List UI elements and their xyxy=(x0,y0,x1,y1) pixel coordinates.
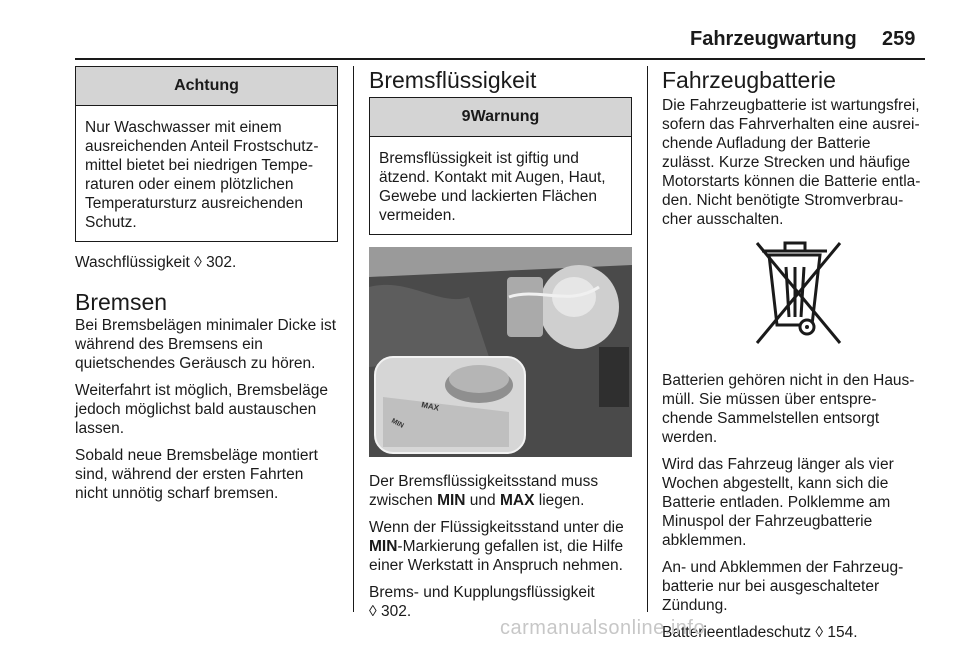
photo-min-label: MIN xyxy=(390,417,405,430)
washer-fluid-ref: Waschflüssigkeit ◊ 302. xyxy=(75,254,237,271)
paragraph: Batterien gehören nicht in den Haus-müll. Sie müssen über entspre-chende Sammelstellen entsorgt werden. xyxy=(662,372,915,446)
caution-title: Achtung xyxy=(76,67,337,106)
paragraph: Sobald neue Bremsbeläge montiert sind, während der ersten Fahrten nicht unnötig scharf bremsen. xyxy=(75,447,318,502)
reservoir-illustration xyxy=(369,247,632,457)
ref-arrow-icon: ◊ xyxy=(194,254,202,271)
crossed-bin-icon xyxy=(662,237,927,361)
warning-title: Warnung xyxy=(470,108,540,125)
page-number: 259 xyxy=(882,28,916,50)
paragraph: Wird das Fahrzeug länger als vier Wochen abgestellt, kann sich die Batterie entladen. Polklemme am Minuspol der Fahrzeugbatterie abklemmen. xyxy=(662,456,894,549)
brake-fluid-heading: Bremsflüssigkeit xyxy=(369,67,537,93)
ref-link[interactable]: 302. xyxy=(380,603,412,620)
paragraph: An- und Abklemmen der Fahrzeug-batterie nur bei ausgeschalteter Zündung. xyxy=(662,559,904,614)
min-mark: MIN xyxy=(369,538,398,555)
caution-box xyxy=(75,66,338,242)
warning-box xyxy=(369,97,632,235)
ref-arrow-icon: ◊ xyxy=(369,603,377,620)
caution-text: Nur Waschwasser mit einem ausreichenden Anteil Frostschutz-mittel bietet bei niedrigen Tempe-raturen oder einem plötzlichen Temperatursturz ausreichenden Schutz. xyxy=(85,119,319,231)
column-left xyxy=(75,66,338,511)
header-title: Fahrzeugwartung xyxy=(690,28,857,50)
column-divider-1 xyxy=(353,66,354,612)
battery-intro: Die Fahrzeugbatterie ist wartungsfrei, sofern das Fahrverhalten eine ausrei-chende Aufladung der Batterie zulässt. Kurze Strecken und häufige Motorstarts können die Batterie entla-den. Nicht benötigte Stromverbrau-cher ausschalten. xyxy=(662,97,921,228)
discharge-protection-ref: Batterieentladeschutz ◊ 154. xyxy=(662,624,858,641)
max-mark: MAX xyxy=(499,492,535,509)
brakes-heading: Bremsen xyxy=(75,289,168,315)
min-mark: MIN xyxy=(437,492,466,509)
paragraph-lead: Wenn der Flüssigkeitsstand unter die xyxy=(369,519,624,536)
below-min-paragraph: Wenn der Flüssigkeitsstand unter die MIN-Markierung gefallen ist, die Hilfe einer Werkstatt in Anspruch nehmen. xyxy=(369,519,624,574)
paragraph: Weiterfahrt ist möglich, Bremsbeläge jedoch möglichst bald austauschen lassen. xyxy=(75,382,328,437)
ref-arrow-icon: ◊ xyxy=(815,624,824,641)
brake-fluid-reservoir-photo xyxy=(369,247,632,457)
watermark: carmanualsonline.info xyxy=(500,617,706,639)
warning-text: Bremsflüssigkeit ist giftig und ätzend. Kontakt mit Augen, Haut, Gewebe und lackierten Flächen vermeiden. xyxy=(379,150,606,224)
warning-header xyxy=(370,98,631,137)
ref-link[interactable]: 302. xyxy=(206,254,237,271)
warning-icon: 9 xyxy=(461,108,471,125)
header-rule xyxy=(75,58,925,60)
fluid-ref-paragraph: Brems- und Kupplungsflüssigkeit ◊ 302. xyxy=(369,584,595,620)
battery-heading: Fahrzeugbatterie xyxy=(662,67,836,93)
column-divider-2 xyxy=(647,66,648,612)
recycling-symbol-wrap xyxy=(662,237,927,361)
column-middle xyxy=(369,66,632,629)
level-paragraph: Der Bremsflüssigkeitsstand muss zwischen MIN und MAX liegen. xyxy=(369,473,599,509)
photo-max-label: MAX xyxy=(420,400,440,413)
column-right xyxy=(662,66,927,650)
paragraph: Bei Bremsbelägen minimaler Dicke ist während des Bremsens ein quietschendes Geräusch zu hören. xyxy=(75,317,337,372)
ref-link[interactable]: 154. xyxy=(827,624,858,641)
